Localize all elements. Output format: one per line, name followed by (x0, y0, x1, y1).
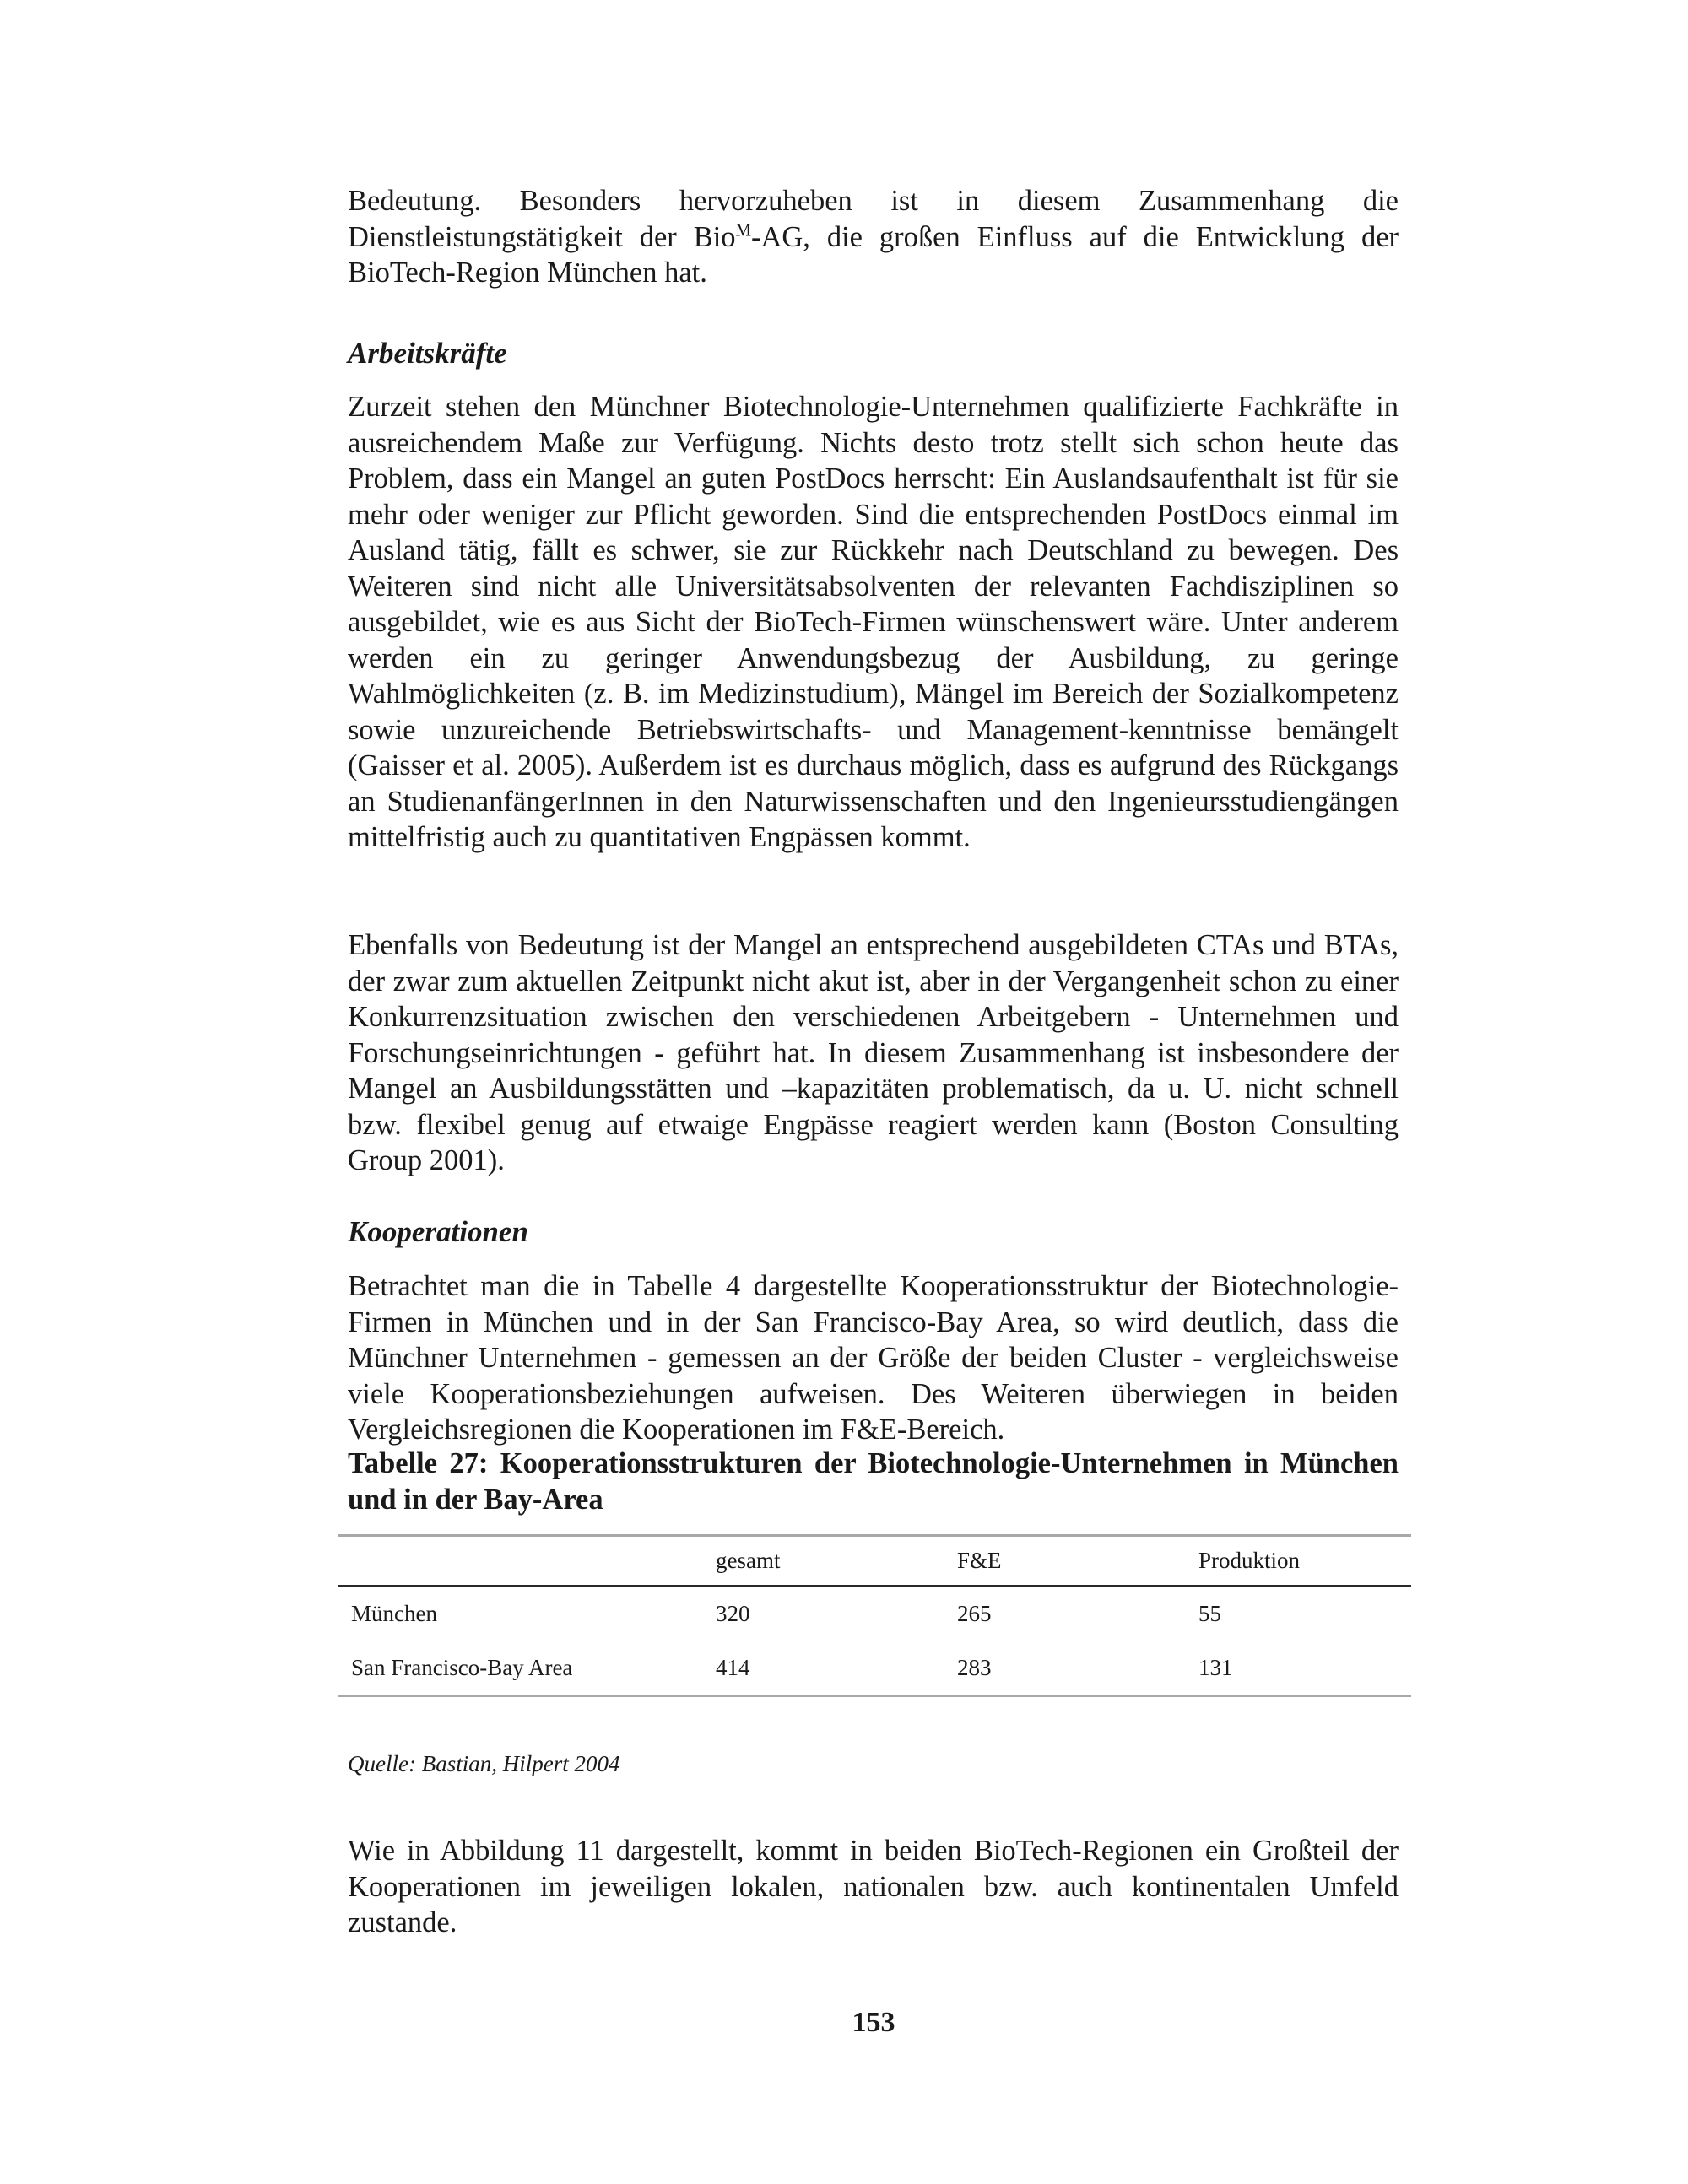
intro-paragraph: Bedeutung. Besonders hervorzuheben ist in diesem Zusammenhang die Dienstleistungstätigkeit der Bio$^M$-AG, die großen Einfluss auf die Entwicklung der BioTech-Region München hat. (348, 185, 1399, 289)
cooperation-table (338, 1534, 1411, 1697)
paragraph-kooperationen-2: Wie in Abbildung 11 dargestellt, kommt in beiden BioTech-Regionen ein Großteil der Kooperationen im jeweiligen lokalen, nationalen bzw. auch kontinentalen Umfeld zustande. (348, 1835, 1399, 1938)
table-row (338, 1586, 1411, 1641)
table-caption: Tabelle 27: Kooperationsstrukturen der Biotechnologie-Unternehmen in München und in der Bay-Area (348, 1447, 1399, 1516)
table-row (338, 1641, 1411, 1696)
table-cell: 414 (716, 1654, 750, 1680)
table-header-cell: F&E (944, 1536, 1185, 1587)
heading-arbeitskraefte: Arbeitskräfte (348, 337, 507, 370)
page-number: 153 (852, 2007, 895, 2038)
table-cell: 55 (1198, 1600, 1221, 1626)
heading-kooperationen: Kooperationen (348, 1215, 528, 1248)
table-cell: 283 (957, 1654, 992, 1680)
table-header-row (338, 1536, 1411, 1587)
paragraph-kooperationen-1: Betrachtet man die in Tabelle 4 dargestellte Kooperationsstruktur der Biotechnologie-Firmen in München und in der San Francisco-Bay Area, so wird deutlich, dass die Münchner Unternehmen - gemessen an der Größe der beiden Cluster - vergleichsweise viele Kooperationsbeziehungen aufweisen. Des Weiteren überwiegen in beiden Vergleichsregionen die Kooperationen im F&E-Bereich. (348, 1270, 1399, 1446)
table-header-cell (338, 1536, 702, 1587)
paragraph-arbeitskraefte-1: Zurzeit stehen den Münchner Biotechnologie-Unternehmen qualifizierte Fachkräfte in ausreichendem Maße zur Verfügung. Nichts desto trotz stellt sich schon heute das Problem, dass ein Mangel an guten PostDocs herrscht: Ein Auslandsaufenthalt ist für sie mehr oder weniger zur Pflicht geworden. Sind die entsprechenden PostDocs einmal im Ausland tätig, fällt es schwer, sie zur Rückkehr nach Deutschland zu bewegen. Des Weiteren sind nicht alle Universitätsabsolventen der relevanten Fachdisziplinen so ausgebildet, wie es aus Sicht der BioTech-Firmen wünschenswert wäre. Unter anderem werden ein zu geringer Anwendungsbezug der Ausbildung, zu geringe Wahlmöglichkeiten (z. B. im Medizinstudium), Mängel im Bereich der Sozialkompetenz sowie unzureichende Betriebswirtschafts- und Management-kenntnisse bemängelt (Gaisser et al. 2005). Außerdem ist es durchaus möglich, dass es aufgrund des Rückgangs an StudienanfängerInnen in den Naturwissenschaften und den Ingenieursstudiengängen mittelfristig auch zu quantitativen Engpässen kommt. (348, 391, 1399, 853)
table-cell: San Francisco-Bay Area (351, 1654, 573, 1680)
table-cell: München (351, 1600, 437, 1626)
table-header-cell: gesamt (702, 1536, 944, 1587)
table-source: Quelle: Bastian, Hilpert 2004 (348, 1751, 620, 1776)
table-cell: 320 (716, 1600, 750, 1626)
superscript-m: M (735, 221, 751, 240)
table-cell: 265 (957, 1600, 992, 1626)
table-header-cell: Produktion (1185, 1536, 1411, 1587)
paragraph-arbeitskraefte-2: Ebenfalls von Bedeutung ist der Mangel an entsprechend ausgebildeten CTAs und BTAs, der zwar zum aktuellen Zeitpunkt nicht akut ist, aber in der Vergangenheit schon zu einer Konkurrenzsituation zwischen den verschiedenen Arbeitgebern - Unternehmen und Forschungseinrichtungen - geführt hat. In diesem Zusammenhang ist insbesondere der Mangel an Ausbildungsstätten und –kapazitäten problematisch, da u. U. nicht schnell bzw. flexibel genug auf etwaige Engpässe reagiert werden kann (Boston Consulting Group 2001). (348, 929, 1399, 1176)
table-cell: 131 (1198, 1654, 1233, 1680)
